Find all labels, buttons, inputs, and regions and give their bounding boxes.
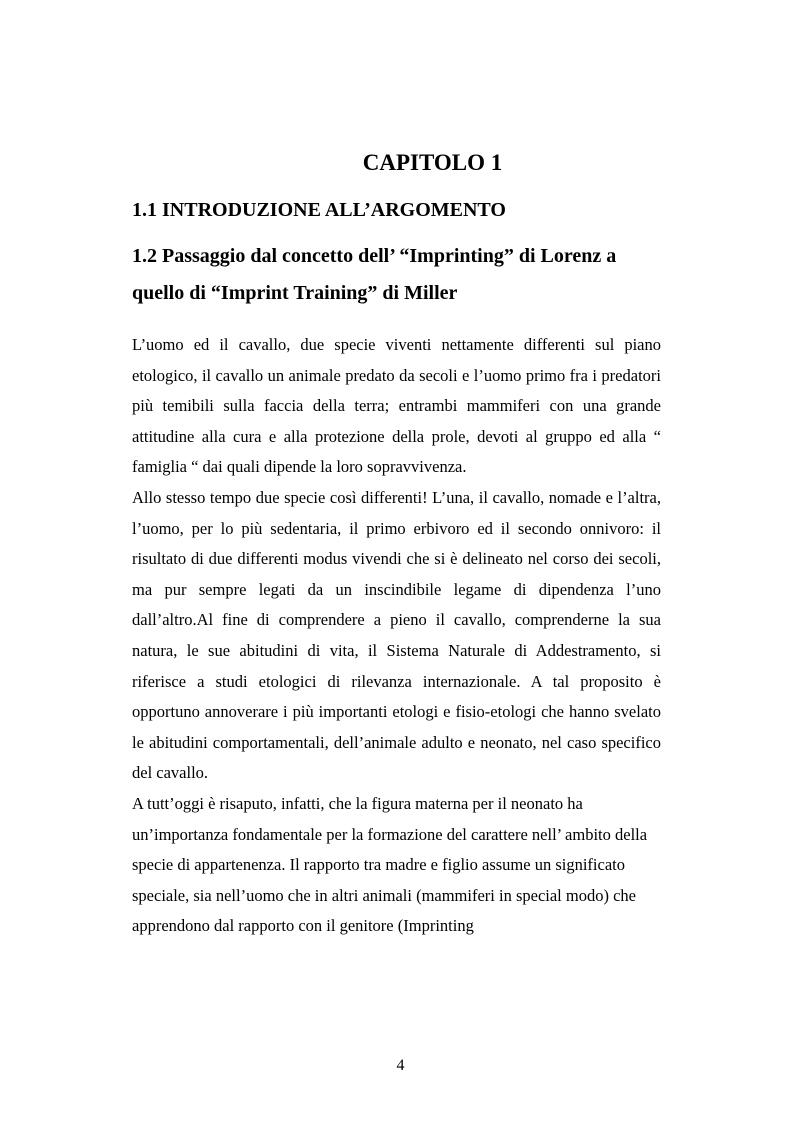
paragraph-1: L’uomo ed il cavallo, due specie viventi nettamente differenti sul piano etologico, il cavallo un animale predato da secoli e l’uomo primo fra i predatori più temibili sulla faccia della terra; entrambi mammiferi con una grande attitudine alla cura e alla protezione della prole, devoti al gruppo ed alla “ famiglia “ dai quali dipende la loro sopravvivenza. — [132, 335, 661, 477]
section-heading-1-1: 1.1 INTRODUZIONE ALL’ARGOMENTO — [132, 199, 506, 221]
chapter-title: CAPITOLO 1 — [362, 150, 503, 175]
paragraph-2: Allo stesso tempo due specie così differenti! L’una, il cavallo, nomade e l’altra, l’uomo, per lo più sedentaria, il primo erbivoro ed il secondo onnivoro: il risultato di due differenti modus vivendi che si è delineato nel corso dei secoli, ma pur sempre legati da un inscindibile legame di dipendenza l’uno dall’altro.Al fine di comprendere a pieno il cavallo, comprenderne la sua natura, le sue abitudini di vita, il Sistema Naturale di Addestramento, si riferisce a studi etologici di rilevanza internazionale. A tal proposito è opportuno annoverare i più importanti etologi e fisio-etologi che hanno svelato le abitudini comportamentali, dell’animale adulto e neonato, nel caso specifico del cavallo. — [132, 487, 661, 783]
paragraph-3: A tutt’oggi è risaputo, infatti, che la figura materna per il neonato ha un’importanza fondamentale per la formazione del carattere nell’ ambito della specie di appartenenza. Il rapporto tra madre e figlio assume un significato speciale, sia nell’uomo che in altri animali (mammiferi in special modo) che apprendono dal rapporto con il genitore (Imprinting — [132, 793, 648, 936]
page-number: 4 — [396, 1057, 405, 1074]
section-heading-1-2: 1.2 Passaggio dal concetto dell’ “Imprinting” di Lorenz a quello di “Imprint Training” di Miller — [132, 245, 617, 304]
body-text — [132, 330, 661, 942]
